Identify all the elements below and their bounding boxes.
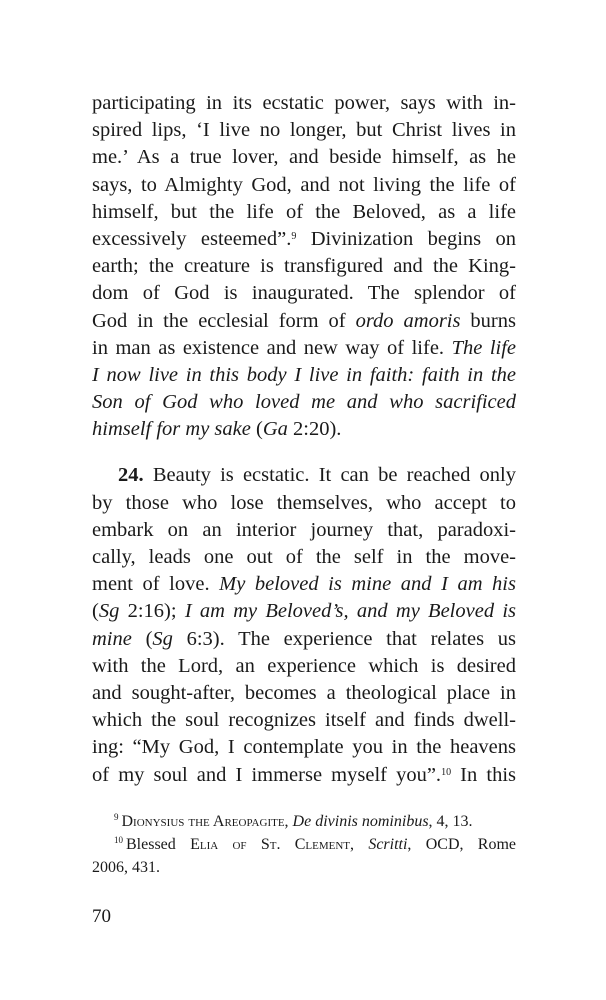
text-line: (Sg 2:16); I am my Beloved’s, and my Beloved is: [92, 600, 516, 623]
text-line: participating in its ecstatic power, says with in-: [92, 92, 516, 114]
text-line: I now live in this body I live in faith: faith in the: [92, 363, 516, 386]
text-line: mine (Sg 6:3). The experience that relates us: [92, 627, 516, 650]
text-line: me.’ As a true lover, and beside himself, as he: [92, 146, 516, 169]
text-line: excessively esteemed”.$^9$ Divinization begins on: [92, 227, 516, 250]
footnote-10-continuation: 2006, 431.: [92, 859, 160, 876]
footnote-reference[interactable]: 9: [291, 230, 297, 242]
text-line: himself for my sake (Ga 2:20).: [92, 418, 342, 441]
text-line: earth; the creature is transfigured and the King-: [92, 255, 516, 278]
paragraph: [92, 462, 516, 788]
text-line: which the soul recognizes itself and finds dwell-: [92, 709, 516, 732]
text-line: in man as existence and new way of life. The life: [92, 336, 516, 359]
text-line: God in the ecclesial form of ordo amoris burns: [92, 309, 516, 332]
text-line: 24. Beauty is ecstatic. It can be reached only: [118, 464, 516, 487]
text-line: says, to Almighty God, and not living the life of: [92, 173, 516, 196]
text-line: Son of God who loved me and who sacrificed: [92, 391, 516, 414]
text-line: cally, leads one out of the self in the move-: [92, 546, 516, 568]
text-line: spired lips, ‘I live no longer, but Christ lives in: [92, 119, 516, 142]
text-line: ing: “My God, I contemplate you in the heavens: [92, 736, 516, 759]
footnotes: [92, 810, 516, 879]
page-body: [92, 90, 516, 789]
paragraph-gap: [92, 443, 516, 462]
paragraph-number: 24.: [118, 464, 144, 487]
text-line: of my soul and I immerse myself you”.$^{10}$ In this: [92, 763, 516, 786]
text-line: by those who lose themselves, who accept to: [92, 491, 516, 514]
text-line: ment of love. My beloved is mine and I am his: [92, 573, 516, 596]
text-line: and sought-after, becomes a theological place in: [92, 681, 516, 704]
text-line: with the Lord, an experience which is desired: [92, 654, 516, 677]
text-line: himself, but the life of the Beloved, as a life: [92, 200, 516, 223]
text-line: embark on an interior journey that, paradoxi-: [92, 518, 516, 541]
footnote-9: $^9$ Dionysius the Areopagite, De divinis nominibus, 4, 13.: [114, 811, 473, 830]
footnote-10: $^{10}$ Blessed Elia of St. Clement, Scritti, OCD, Rome: [114, 834, 516, 853]
page-number: 70: [92, 906, 111, 927]
footnote-reference[interactable]: 10: [441, 766, 452, 778]
text-line: dom of God is inaugurated. The splendor of: [92, 282, 516, 305]
paragraph: [92, 90, 516, 443]
